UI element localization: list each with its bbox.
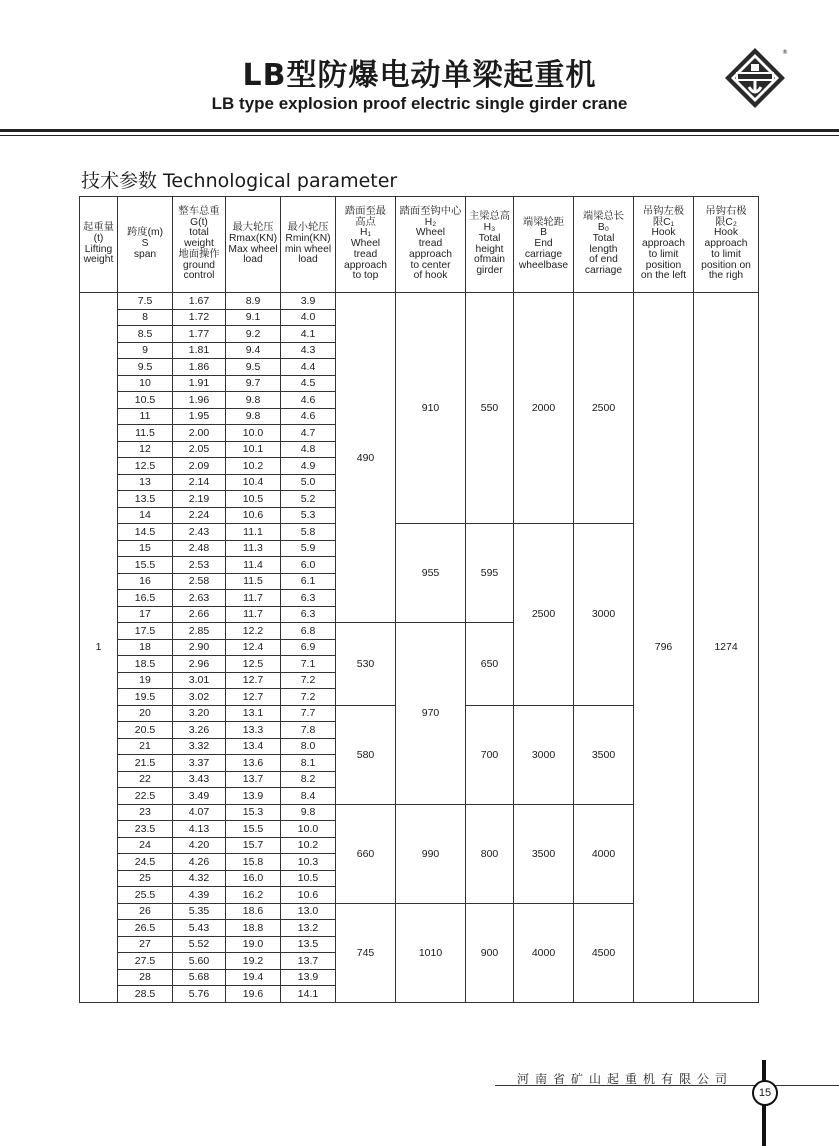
table-cell: 13.3 (226, 722, 281, 739)
table-cell: 17.5 (118, 623, 173, 640)
merged-cell-b0: 3000 (574, 524, 634, 706)
table-cell: 13 (118, 474, 173, 491)
merged-cell-b0: 4500 (574, 903, 634, 1002)
merged-cell-h1: 745 (336, 903, 396, 1002)
table-cell: 10.5 (118, 392, 173, 409)
table-cell: 25.5 (118, 887, 173, 904)
table-cell: 19.5 (118, 689, 173, 706)
table-cell: 11.1 (226, 524, 281, 541)
table-cell: 12 (118, 441, 173, 458)
table-cell: 2.24 (173, 507, 226, 524)
merged-cell-h1: 580 (336, 705, 396, 804)
table-cell: 11.4 (226, 557, 281, 574)
company-logo-icon (722, 45, 788, 111)
table-cell: 2.05 (173, 441, 226, 458)
table-cell: 5.2 (281, 491, 336, 508)
table-cell: 1.67 (173, 293, 226, 310)
table-cell: 11.7 (226, 606, 281, 623)
table-cell: 4.20 (173, 837, 226, 854)
table-cell: 2.48 (173, 540, 226, 557)
table-cell: 19.0 (226, 936, 281, 953)
table-cell: 8 (118, 309, 173, 326)
table-cell: 11 (118, 408, 173, 425)
table-cell: 7.2 (281, 672, 336, 689)
table-cell: 1.91 (173, 375, 226, 392)
table-cell: 12.4 (226, 639, 281, 656)
table-body (80, 293, 759, 1003)
table-cell: 23.5 (118, 821, 173, 838)
table-cell: 8.5 (118, 326, 173, 343)
table-cell: 10.5 (281, 870, 336, 887)
table-cell: 19.2 (226, 953, 281, 970)
table-cell: 28.5 (118, 986, 173, 1003)
column-header: 最大轮压 Rmax(KN) Max wheel load (226, 197, 281, 293)
table-cell: 13.5 (281, 936, 336, 953)
table-cell: 13.1 (226, 705, 281, 722)
table-cell: 10.3 (281, 854, 336, 871)
merged-cell-h2: 910 (396, 293, 466, 524)
column-header: 端梁总长 B₀ Total length of end carriage (574, 197, 634, 293)
table-cell: 11.3 (226, 540, 281, 557)
table-cell: 1.96 (173, 392, 226, 409)
table-cell: 5.52 (173, 936, 226, 953)
table-cell: 13.2 (281, 920, 336, 937)
merged-cell-h1: 490 (336, 293, 396, 623)
table-cell: 2.14 (173, 474, 226, 491)
table-cell: 18.8 (226, 920, 281, 937)
table-cell: 11.5 (118, 425, 173, 442)
table-cell: 1.72 (173, 309, 226, 326)
table-cell: 3.9 (281, 293, 336, 310)
table-header-row (80, 197, 759, 293)
table-cell: 5.8 (281, 524, 336, 541)
table-row (80, 293, 759, 310)
table-cell: 5.9 (281, 540, 336, 557)
table-cell: 14 (118, 507, 173, 524)
table-cell: 13.7 (281, 953, 336, 970)
parameter-table (79, 196, 759, 1003)
table-cell: 2.85 (173, 623, 226, 640)
table-cell: 19.6 (226, 986, 281, 1003)
table-cell: 13.5 (118, 491, 173, 508)
table-cell: 5.35 (173, 903, 226, 920)
table-cell: 15.3 (226, 804, 281, 821)
table-cell: 13.0 (281, 903, 336, 920)
table-cell: 11.7 (226, 590, 281, 607)
table-cell: 6.8 (281, 623, 336, 640)
table-cell: 2.53 (173, 557, 226, 574)
table-cell: 9.5 (226, 359, 281, 376)
table-cell: 2.96 (173, 656, 226, 673)
table-cell: 10.6 (281, 887, 336, 904)
page-title-en: LB type explosion proof electric single girder crane (211, 94, 628, 113)
table-cell: 5.60 (173, 953, 226, 970)
lifting-weight-cell: 1 (80, 293, 118, 1003)
table-cell: 18.5 (118, 656, 173, 673)
table-cell: 12.5 (118, 458, 173, 475)
table-cell: 28 (118, 969, 173, 986)
merged-cell-b0: 2500 (574, 293, 634, 524)
table-cell: 5.3 (281, 507, 336, 524)
table-cell: 9.2 (226, 326, 281, 343)
table-cell: 22 (118, 771, 173, 788)
table-cell: 1.86 (173, 359, 226, 376)
table-cell: 15 (118, 540, 173, 557)
column-header: 主梁总高 H₃ Total height ofmain girder (466, 197, 514, 293)
table-cell: 21.5 (118, 755, 173, 772)
table-cell: 4.26 (173, 854, 226, 871)
table-cell: 8.4 (281, 788, 336, 805)
table-cell: 5.76 (173, 986, 226, 1003)
table-cell: 2.90 (173, 639, 226, 656)
table-cell: 10.4 (226, 474, 281, 491)
table-cell: 5.0 (281, 474, 336, 491)
table-cell: 10.2 (281, 837, 336, 854)
merged-cell-h2: 990 (396, 804, 466, 903)
table-cell: 19.4 (226, 969, 281, 986)
table-cell: 16.5 (118, 590, 173, 607)
merged-cell-c1: 796 (634, 293, 694, 1003)
column-header: 整车总重 G(t) total weight 地面操作 ground control (173, 197, 226, 293)
column-header: 吊钩左极 限C₁ Hook approach to limit position on the left (634, 197, 694, 293)
column-header: 踏面至钩中心 H₂ Wheel tread approach to center of hook (396, 197, 466, 293)
table-cell: 15.5 (226, 821, 281, 838)
merged-cell-b0: 3500 (574, 705, 634, 804)
table-cell: 10 (118, 375, 173, 392)
table-cell: 4.5 (281, 375, 336, 392)
merged-cell-h3: 650 (466, 623, 514, 706)
column-header: 吊钩右极 限C₂ Hook approach to limit position on the righ (694, 197, 759, 293)
table-cell: 7.8 (281, 722, 336, 739)
table-cell: 9.8 (226, 392, 281, 409)
table-cell: 23 (118, 804, 173, 821)
table-cell: 3.37 (173, 755, 226, 772)
merged-cell-h1: 660 (336, 804, 396, 903)
table-cell: 8.1 (281, 755, 336, 772)
merged-cell-c2: 1274 (694, 293, 759, 1003)
table-cell: 4.6 (281, 408, 336, 425)
table-cell: 1.95 (173, 408, 226, 425)
column-header: 最小轮压 Rmin(KN) min wheel load (281, 197, 336, 293)
table-cell: 12.7 (226, 689, 281, 706)
table-cell: 4.8 (281, 441, 336, 458)
table-cell: 13.6 (226, 755, 281, 772)
table-cell: 8.9 (226, 293, 281, 310)
table-cell: 18.6 (226, 903, 281, 920)
table-cell: 3.26 (173, 722, 226, 739)
table-cell: 12.7 (226, 672, 281, 689)
merged-cell-b: 4000 (514, 903, 574, 1002)
table-cell: 15.7 (226, 837, 281, 854)
table-cell: 14.1 (281, 986, 336, 1003)
merged-cell-b: 2500 (514, 524, 574, 706)
table-cell: 14.5 (118, 524, 173, 541)
table-cell: 4.07 (173, 804, 226, 821)
table-cell: 4.39 (173, 887, 226, 904)
table-cell: 3.01 (173, 672, 226, 689)
table-cell: 26 (118, 903, 173, 920)
table-cell: 6.3 (281, 590, 336, 607)
table-cell: 2.43 (173, 524, 226, 541)
table-cell: 3.43 (173, 771, 226, 788)
table-cell: 6.9 (281, 639, 336, 656)
table-cell: 9.5 (118, 359, 173, 376)
table-cell: 4.9 (281, 458, 336, 475)
table-cell: 1.81 (173, 342, 226, 359)
merged-cell-b0: 4000 (574, 804, 634, 903)
table-cell: 15.8 (226, 854, 281, 871)
table-cell: 5.68 (173, 969, 226, 986)
table-cell: 9.7 (226, 375, 281, 392)
merged-cell-h3: 595 (466, 524, 514, 623)
table-cell: 25 (118, 870, 173, 887)
table-cell: 13.7 (226, 771, 281, 788)
table-cell: 6.3 (281, 606, 336, 623)
table-cell: 7.2 (281, 689, 336, 706)
table-cell: 11.5 (226, 573, 281, 590)
table-cell: 2.19 (173, 491, 226, 508)
table-cell: 18 (118, 639, 173, 656)
table-cell: 10.2 (226, 458, 281, 475)
table-cell: 3.32 (173, 738, 226, 755)
table-cell: 10.1 (226, 441, 281, 458)
table-cell: 13.4 (226, 738, 281, 755)
table-cell: 27.5 (118, 953, 173, 970)
merged-cell-h3: 700 (466, 705, 514, 804)
page-title-cn: LB型防爆电动单梁起重机 (242, 58, 597, 93)
table-cell: 16.2 (226, 887, 281, 904)
table-cell: 5.43 (173, 920, 226, 937)
merged-cell-b: 3500 (514, 804, 574, 903)
header-divider-thick (0, 129, 839, 132)
column-header: 跨度(m) S span (118, 197, 173, 293)
table-cell: 9.8 (281, 804, 336, 821)
table-cell: 7.7 (281, 705, 336, 722)
column-header: 踏面至最 高点 H₁ Wheel tread approach to top (336, 197, 396, 293)
table-cell: 21 (118, 738, 173, 755)
table-cell: 1.77 (173, 326, 226, 343)
registered-mark: ® (782, 49, 788, 56)
merged-cell-h2: 970 (396, 623, 466, 805)
table-cell: 4.13 (173, 821, 226, 838)
table-cell: 6.0 (281, 557, 336, 574)
table-cell: 2.58 (173, 573, 226, 590)
table-cell: 19 (118, 672, 173, 689)
table-cell: 12.2 (226, 623, 281, 640)
table-cell: 27 (118, 936, 173, 953)
table-cell: 9.1 (226, 309, 281, 326)
table-cell: 8.0 (281, 738, 336, 755)
column-header: 起重量 (t) Lifting weight (80, 197, 118, 293)
table-cell: 16 (118, 573, 173, 590)
merged-cell-h3: 550 (466, 293, 514, 524)
table-cell: 24.5 (118, 854, 173, 871)
table-cell: 24 (118, 837, 173, 854)
table-cell: 26.5 (118, 920, 173, 937)
table-cell: 22.5 (118, 788, 173, 805)
table-cell: 3.02 (173, 689, 226, 706)
table-cell: 4.32 (173, 870, 226, 887)
table-cell: 2.66 (173, 606, 226, 623)
merged-cell-b: 2000 (514, 293, 574, 524)
table-cell: 12.5 (226, 656, 281, 673)
table-cell: 3.20 (173, 705, 226, 722)
merged-cell-h3: 900 (466, 903, 514, 1002)
table-cell: 20.5 (118, 722, 173, 739)
table-cell: 10.0 (226, 425, 281, 442)
section-title: 技术参数 Technological parameter (81, 170, 398, 192)
footer-company-name: 河南省矿山起重机有限公司 (516, 1072, 733, 1086)
table-cell: 4.7 (281, 425, 336, 442)
table-cell: 4.6 (281, 392, 336, 409)
merged-cell-h3: 800 (466, 804, 514, 903)
table-cell: 10.6 (226, 507, 281, 524)
table-cell: 2.00 (173, 425, 226, 442)
table-cell: 6.1 (281, 573, 336, 590)
table-cell: 2.63 (173, 590, 226, 607)
table-cell: 10.0 (281, 821, 336, 838)
table-cell: 15.5 (118, 557, 173, 574)
table-cell: 16.0 (226, 870, 281, 887)
column-header: 端梁轮距 B End carriage wheelbase (514, 197, 574, 293)
merged-cell-b: 3000 (514, 705, 574, 804)
merged-cell-h2: 955 (396, 524, 466, 623)
table-cell: 9.8 (226, 408, 281, 425)
table-cell: 7.1 (281, 656, 336, 673)
table-cell: 13.9 (281, 969, 336, 986)
table-cell: 4.4 (281, 359, 336, 376)
table-cell: 2.09 (173, 458, 226, 475)
table-cell: 8.2 (281, 771, 336, 788)
merged-cell-h1: 530 (336, 623, 396, 706)
table-cell: 9.4 (226, 342, 281, 359)
table-cell: 13.9 (226, 788, 281, 805)
table-cell: 7.5 (118, 293, 173, 310)
table-cell: 17 (118, 606, 173, 623)
table-cell: 10.5 (226, 491, 281, 508)
table-cell: 9 (118, 342, 173, 359)
merged-cell-h2: 1010 (396, 903, 466, 1002)
table-cell: 4.0 (281, 309, 336, 326)
header-divider-thin (0, 135, 839, 136)
table-cell: 4.3 (281, 342, 336, 359)
table-cell: 4.1 (281, 326, 336, 343)
table-cell: 20 (118, 705, 173, 722)
page-number: 15 (752, 1080, 778, 1106)
table-cell: 3.49 (173, 788, 226, 805)
